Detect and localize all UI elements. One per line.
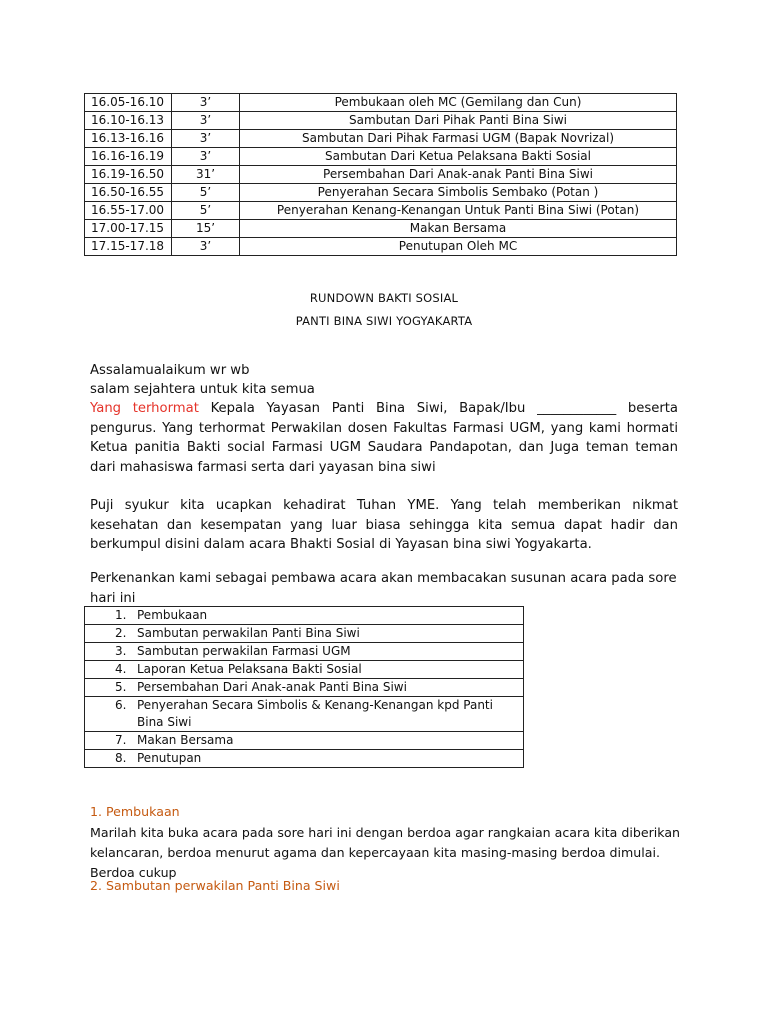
greeting-line-1: Assalamualaikum wr wb — [90, 363, 250, 378]
duration-cell: 15’ — [172, 220, 240, 238]
time-cell: 16.16-16.19 — [85, 148, 172, 166]
activity-cell: Penutupan Oleh MC — [240, 238, 677, 256]
table-row — [85, 625, 524, 643]
activity-cell: Persembahan Dari Anak-anak Panti Bina Siwi — [240, 166, 677, 184]
table-row — [85, 697, 524, 732]
agenda-number: 7. — [115, 733, 127, 747]
time-cell: 16.55-17.00 — [85, 202, 172, 220]
duration-cell: 5’ — [172, 202, 240, 220]
activity-cell: Makan Bersama — [240, 220, 677, 238]
duration-cell: 3’ — [172, 148, 240, 166]
schedule-table — [84, 93, 677, 256]
table-row — [85, 184, 677, 202]
duration-cell: 31’ — [172, 166, 240, 184]
time-cell: 16.50-16.55 — [85, 184, 172, 202]
agenda-number: 6. — [115, 698, 127, 712]
activity-cell: Sambutan Dari Pihak Farmasi UGM (Bapak Novrizal) — [240, 130, 677, 148]
agenda-item: Makan Bersama — [137, 733, 234, 747]
duration-cell: 5’ — [172, 184, 240, 202]
activity-cell: Penyerahan Secara Simbolis Sembako (Potan ) — [240, 184, 677, 202]
agenda-number: 2. — [115, 626, 127, 640]
activity-cell: Pembukaan oleh MC (Gemilang dan Cun) — [240, 94, 677, 112]
greeting-line-2: salam sejahtera untuk kita semua — [90, 382, 315, 397]
table-row — [85, 130, 677, 148]
intro-paragraph: Perkenankan kami sebagai pembawa acara akan membacakan susunan acara pada sore hari ini — [90, 571, 677, 606]
activity-cell: Sambutan Dari Ketua Pelaksana Bakti Sosial — [240, 148, 677, 166]
table-row — [85, 220, 677, 238]
table-row — [85, 166, 677, 184]
honor-rest-text: Kepala Yayasan Panti Bina Siwi, Bapak/Ibu ____________ beserta pengurus. Yang terhormat Perwakilan dosen Fakultas Farmasi UGM, yang kami hormati Ketua panitia Bakti social Farmasi UGM Saudara Pandapotan, dan Juga teman teman dari mahasiswa farmasi serta dari yayasan bina siwi — [90, 401, 678, 475]
agenda-table — [84, 606, 524, 768]
honorifics-paragraph — [90, 399, 678, 477]
section-heading-sambutan: 2. Sambutan perwakilan Panti Bina Siwi — [90, 878, 340, 893]
table-row — [85, 679, 524, 697]
table-row — [85, 750, 524, 768]
table-row — [85, 148, 677, 166]
activity-cell: Sambutan Dari Pihak Panti Bina Siwi — [240, 112, 677, 130]
table-row — [85, 238, 677, 256]
agenda-item: Penyerahan Secara Simbolis & Kenang-Kenangan kpd Panti Bina Siwi — [137, 698, 493, 729]
table-row — [85, 202, 677, 220]
agenda-item: Sambutan perwakilan Panti Bina Siwi — [137, 626, 360, 640]
agenda-number: 3. — [115, 644, 127, 658]
agenda-item: Pembukaan — [137, 608, 208, 622]
table-row — [85, 661, 524, 679]
time-cell: 16.19-16.50 — [85, 166, 172, 184]
agenda-number: 5. — [115, 680, 127, 694]
agenda-item: Laporan Ketua Pelaksana Bakti Sosial — [137, 662, 362, 676]
section-body-pembukaan: Marilah kita buka acara pada sore hari ini dengan berdoa agar rangkaian acara kita diberikan kelancaran, berdoa menurut agama dan kepercayaan kita masing-masing berdoa dimulai. Berdoa cukup — [90, 825, 681, 880]
document-title: RUNDOWN BAKTI SOSIAL — [309, 291, 459, 305]
duration-cell: 3’ — [172, 112, 240, 130]
table-row — [85, 732, 524, 750]
agenda-number: 4. — [115, 662, 127, 676]
agenda-item: Penutupan — [137, 751, 202, 765]
time-cell: 17.15-17.18 — [85, 238, 172, 256]
table-row — [85, 94, 677, 112]
time-cell: 16.13-16.16 — [85, 130, 172, 148]
duration-cell: 3’ — [172, 238, 240, 256]
time-cell: 16.10-16.13 — [85, 112, 172, 130]
agenda-item: Persembahan Dari Anak-anak Panti Bina Siwi — [137, 680, 407, 694]
agenda-number: 1. — [115, 608, 127, 622]
duration-cell: 3’ — [172, 130, 240, 148]
activity-cell: Penyerahan Kenang-Kenangan Untuk Panti Bina Siwi (Potan) — [240, 202, 677, 220]
document-subtitle: PANTI BINA SIWI YOGYAKARTA — [295, 314, 473, 328]
table-row — [85, 112, 677, 130]
honor-red-text: Yang terhormat — [90, 401, 199, 416]
agenda-number: 8. — [115, 751, 127, 765]
gratitude-paragraph: Puji syukur kita ucapkan kehadirat Tuhan YME. Yang telah memberikan nikmat kesehatan dan kesempatan yang luar biasa sehingga kita semua dapat hadir dan berkumpul disini dalam acara Bhakti Sosial di Yayasan bina siwi Yogyakarta. — [90, 498, 678, 553]
time-cell: 17.00-17.15 — [85, 220, 172, 238]
table-row — [85, 607, 524, 625]
table-row — [85, 643, 524, 661]
agenda-item: Sambutan perwakilan Farmasi UGM — [137, 644, 351, 658]
duration-cell: 3’ — [172, 94, 240, 112]
section-heading-pembukaan: 1. Pembukaan — [90, 804, 180, 819]
time-cell: 16.05-16.10 — [85, 94, 172, 112]
